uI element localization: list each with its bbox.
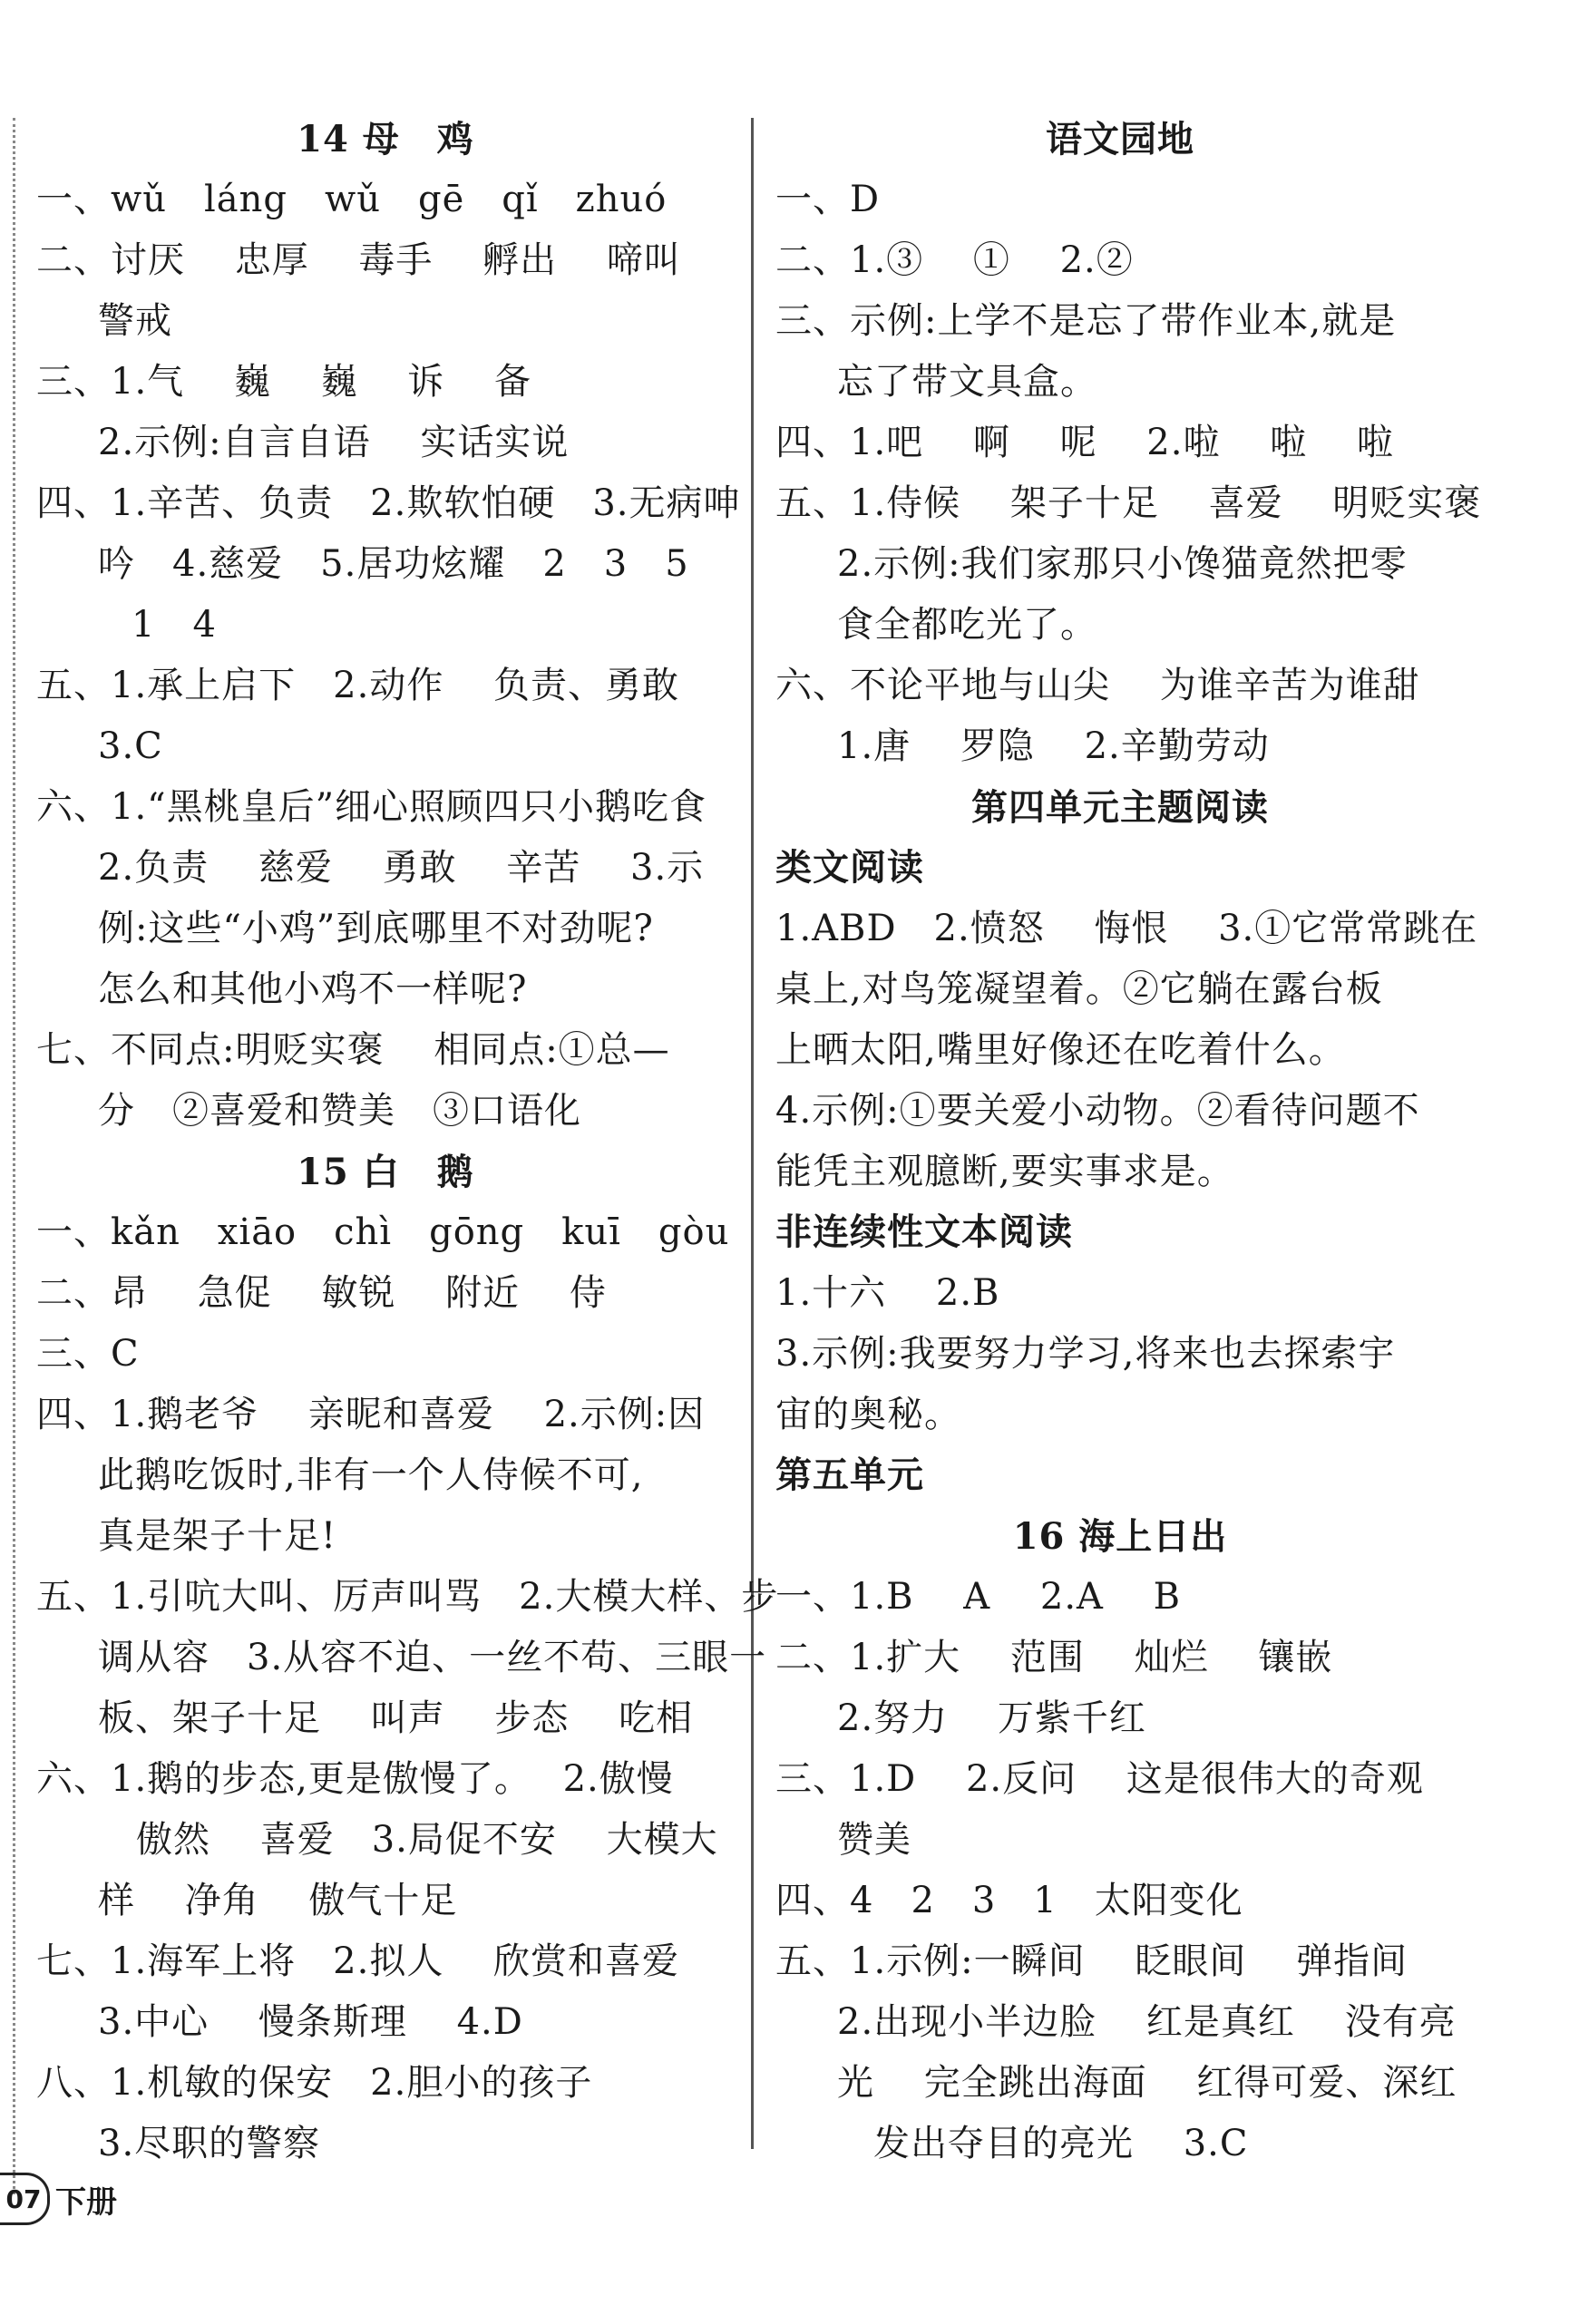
answer-line: 3.中心 慢条斯理 4.D bbox=[98, 2001, 523, 2043]
answer-line: 2.努力 万紫千红 bbox=[837, 1697, 1146, 1739]
answer-line: 五、1.示例:一瞬间 眨眼间 弹指间 bbox=[775, 1940, 1408, 1982]
answer-line: 2.出现小半边脸 红是真红 没有亮 bbox=[837, 2001, 1457, 2043]
answer-line: 三、C bbox=[36, 1333, 140, 1375]
answer-line: 赞美 bbox=[837, 1819, 911, 1861]
section-heading: 类文阅读 bbox=[775, 847, 924, 889]
answer-line: 样 净角 傲气十足 bbox=[98, 1880, 458, 1921]
answer-line: 六、1.鹅的步态,更是傲慢了。 2.傲慢 bbox=[36, 1758, 674, 1800]
answer-line: 桌上,对鸟笼凝望着。②它躺在露台板 bbox=[775, 968, 1383, 1010]
answer-line: 分 ②喜爱和赞美 ③口语化 bbox=[98, 1090, 581, 1132]
left-column bbox=[36, 109, 779, 2174]
left-margin-dotted-line bbox=[13, 118, 15, 2194]
answer-line: 一、kǎn xiāo chì gōng kuī gòu bbox=[36, 1211, 730, 1253]
answer-line: 三、1.D 2.反问 这是很伟大的奇观 bbox=[775, 1758, 1424, 1800]
answer-line: 四、1.辛苦、负责 2.欺软怕硬 3.无病呻 bbox=[36, 482, 741, 524]
section-heading: 第五单元 bbox=[775, 1454, 924, 1496]
lesson-title: 语文园地 bbox=[1046, 118, 1194, 160]
answer-line: 能凭主观臆断,要实事求是。 bbox=[775, 1151, 1234, 1192]
answer-line: 八、1.机敏的保安 2.胆小的孩子 bbox=[36, 2062, 593, 2104]
volume-label: 下册 bbox=[55, 2183, 117, 2221]
lesson-title: 15 白 鹅 bbox=[297, 1151, 474, 1193]
answer-line: 例:这些“小鸡”到底哪里不对劲呢? bbox=[98, 908, 654, 949]
answer-line: 一、D bbox=[775, 179, 881, 220]
answer-line: 3.尽职的警察 bbox=[98, 2123, 321, 2164]
answer-line: 一、1.B A 2.A B bbox=[775, 1576, 1182, 1618]
answer-line: 五、1.承上启下 2.动作 负责、勇敢 bbox=[36, 665, 680, 706]
answer-line: 三、1.气 巍 巍 诉 备 bbox=[36, 361, 532, 403]
answer-line: 3.C bbox=[98, 725, 163, 767]
answer-line: 五、1.引吭大叫、厉声叫骂 2.大模大样、步 bbox=[36, 1576, 779, 1618]
answer-line: 食全都吃光了。 bbox=[837, 604, 1097, 646]
answer-line: 1.ABD 2.愤怒 悔恨 3.①它常常跳在 bbox=[775, 908, 1478, 949]
answer-line: 宙的奥秘。 bbox=[775, 1394, 961, 1435]
lesson-title: 14 母 鸡 bbox=[297, 118, 474, 160]
answer-line: 1.唐 罗隐 2.辛勤劳动 bbox=[837, 725, 1270, 767]
answer-line: 发出夺目的亮光 3.C bbox=[873, 2123, 1249, 2164]
answer-line: 一、wǔ láng wǔ gē qǐ zhuó bbox=[36, 179, 668, 220]
answer-line: 真是架子十足! bbox=[98, 1515, 337, 1557]
answer-line: 4.示例:①要关爱小动物。②看待问题不 bbox=[775, 1090, 1420, 1132]
answer-line: 七、不同点:明贬实褒 相同点:①总— bbox=[36, 1029, 670, 1071]
answer-line: 四、4 2 3 1 太阳变化 bbox=[775, 1880, 1243, 1921]
answer-line: 2.示例:我们家那只小馋猫竟然把零 bbox=[837, 543, 1408, 585]
answer-line: 二、昂 急促 敏锐 附近 侍 bbox=[36, 1272, 607, 1314]
lesson-title: 16 海上日出 bbox=[1012, 1515, 1228, 1558]
answer-line: 四、1.吧 啊 呢 2.啦 啦 啦 bbox=[775, 422, 1394, 463]
answer-line: 2.负责 慈爱 勇敢 辛苦 3.示 bbox=[98, 847, 705, 889]
section-heading: 非连续性文本阅读 bbox=[775, 1211, 1073, 1253]
answer-line: 上晒太阳,嘴里好像还在吃着什么。 bbox=[775, 1029, 1346, 1071]
answer-line: 1.十六 2.B bbox=[775, 1272, 1000, 1314]
answer-line: 二、讨厌 忠厚 毒手 孵出 啼叫 bbox=[36, 239, 681, 281]
answer-line: 七、1.海军上将 2.拟人 欣赏和喜爱 bbox=[36, 1940, 680, 1982]
answer-line: 板、架子十足 叫声 步态 吃相 bbox=[98, 1697, 694, 1739]
answer-line: 六、1.“黑桃皇后”细心照顾四只小鹅吃食 bbox=[36, 786, 707, 828]
page-number: 07 bbox=[0, 2173, 50, 2225]
column-divider bbox=[751, 118, 754, 2149]
answer-line: 五、1.侍候 架子十足 喜爱 明贬实褒 bbox=[775, 482, 1482, 524]
answer-line: 吟 4.慈爱 5.居功炫耀 2 3 5 bbox=[98, 543, 689, 585]
answer-line: 傲然 喜爱 3.局促不安 大模大 bbox=[136, 1819, 718, 1861]
answer-line: 光 完全跳出海面 红得可爱、深红 bbox=[837, 2062, 1457, 2104]
answer-line: 警戒 bbox=[98, 300, 172, 342]
answer-line: 忘了带文具盒。 bbox=[837, 361, 1097, 403]
page-footer bbox=[0, 2172, 117, 2226]
answer-line: 此鹅吃饭时,非有一个人侍候不可, bbox=[98, 1454, 644, 1496]
answer-line: 二、1.扩大 范围 灿烂 镶嵌 bbox=[775, 1637, 1333, 1678]
answer-line: 三、示例:上学不是忘了带作业本,就是 bbox=[775, 300, 1397, 342]
answer-line: 调从容 3.从容不迫、一丝不苟、三眼一 bbox=[98, 1637, 767, 1678]
answer-line: 3.示例:我要努力学习,将来也去探索宇 bbox=[775, 1333, 1396, 1375]
answer-line: 怎么和其他小鸡不一样呢? bbox=[98, 968, 528, 1010]
answer-line: 2.示例:自言自语 实话实说 bbox=[98, 422, 570, 463]
answer-line: 二、1.③ ① 2.② bbox=[775, 239, 1134, 281]
right-column bbox=[775, 109, 1482, 2174]
answer-line: 六、不论平地与山尖 为谁辛苦为谁甜 bbox=[775, 665, 1420, 706]
answer-line: 四、1.鹅老爷 亲昵和喜爱 2.示例:因 bbox=[36, 1394, 706, 1435]
lesson-title: 第四单元主题阅读 bbox=[971, 786, 1269, 829]
answer-line: 1 4 bbox=[132, 604, 217, 646]
